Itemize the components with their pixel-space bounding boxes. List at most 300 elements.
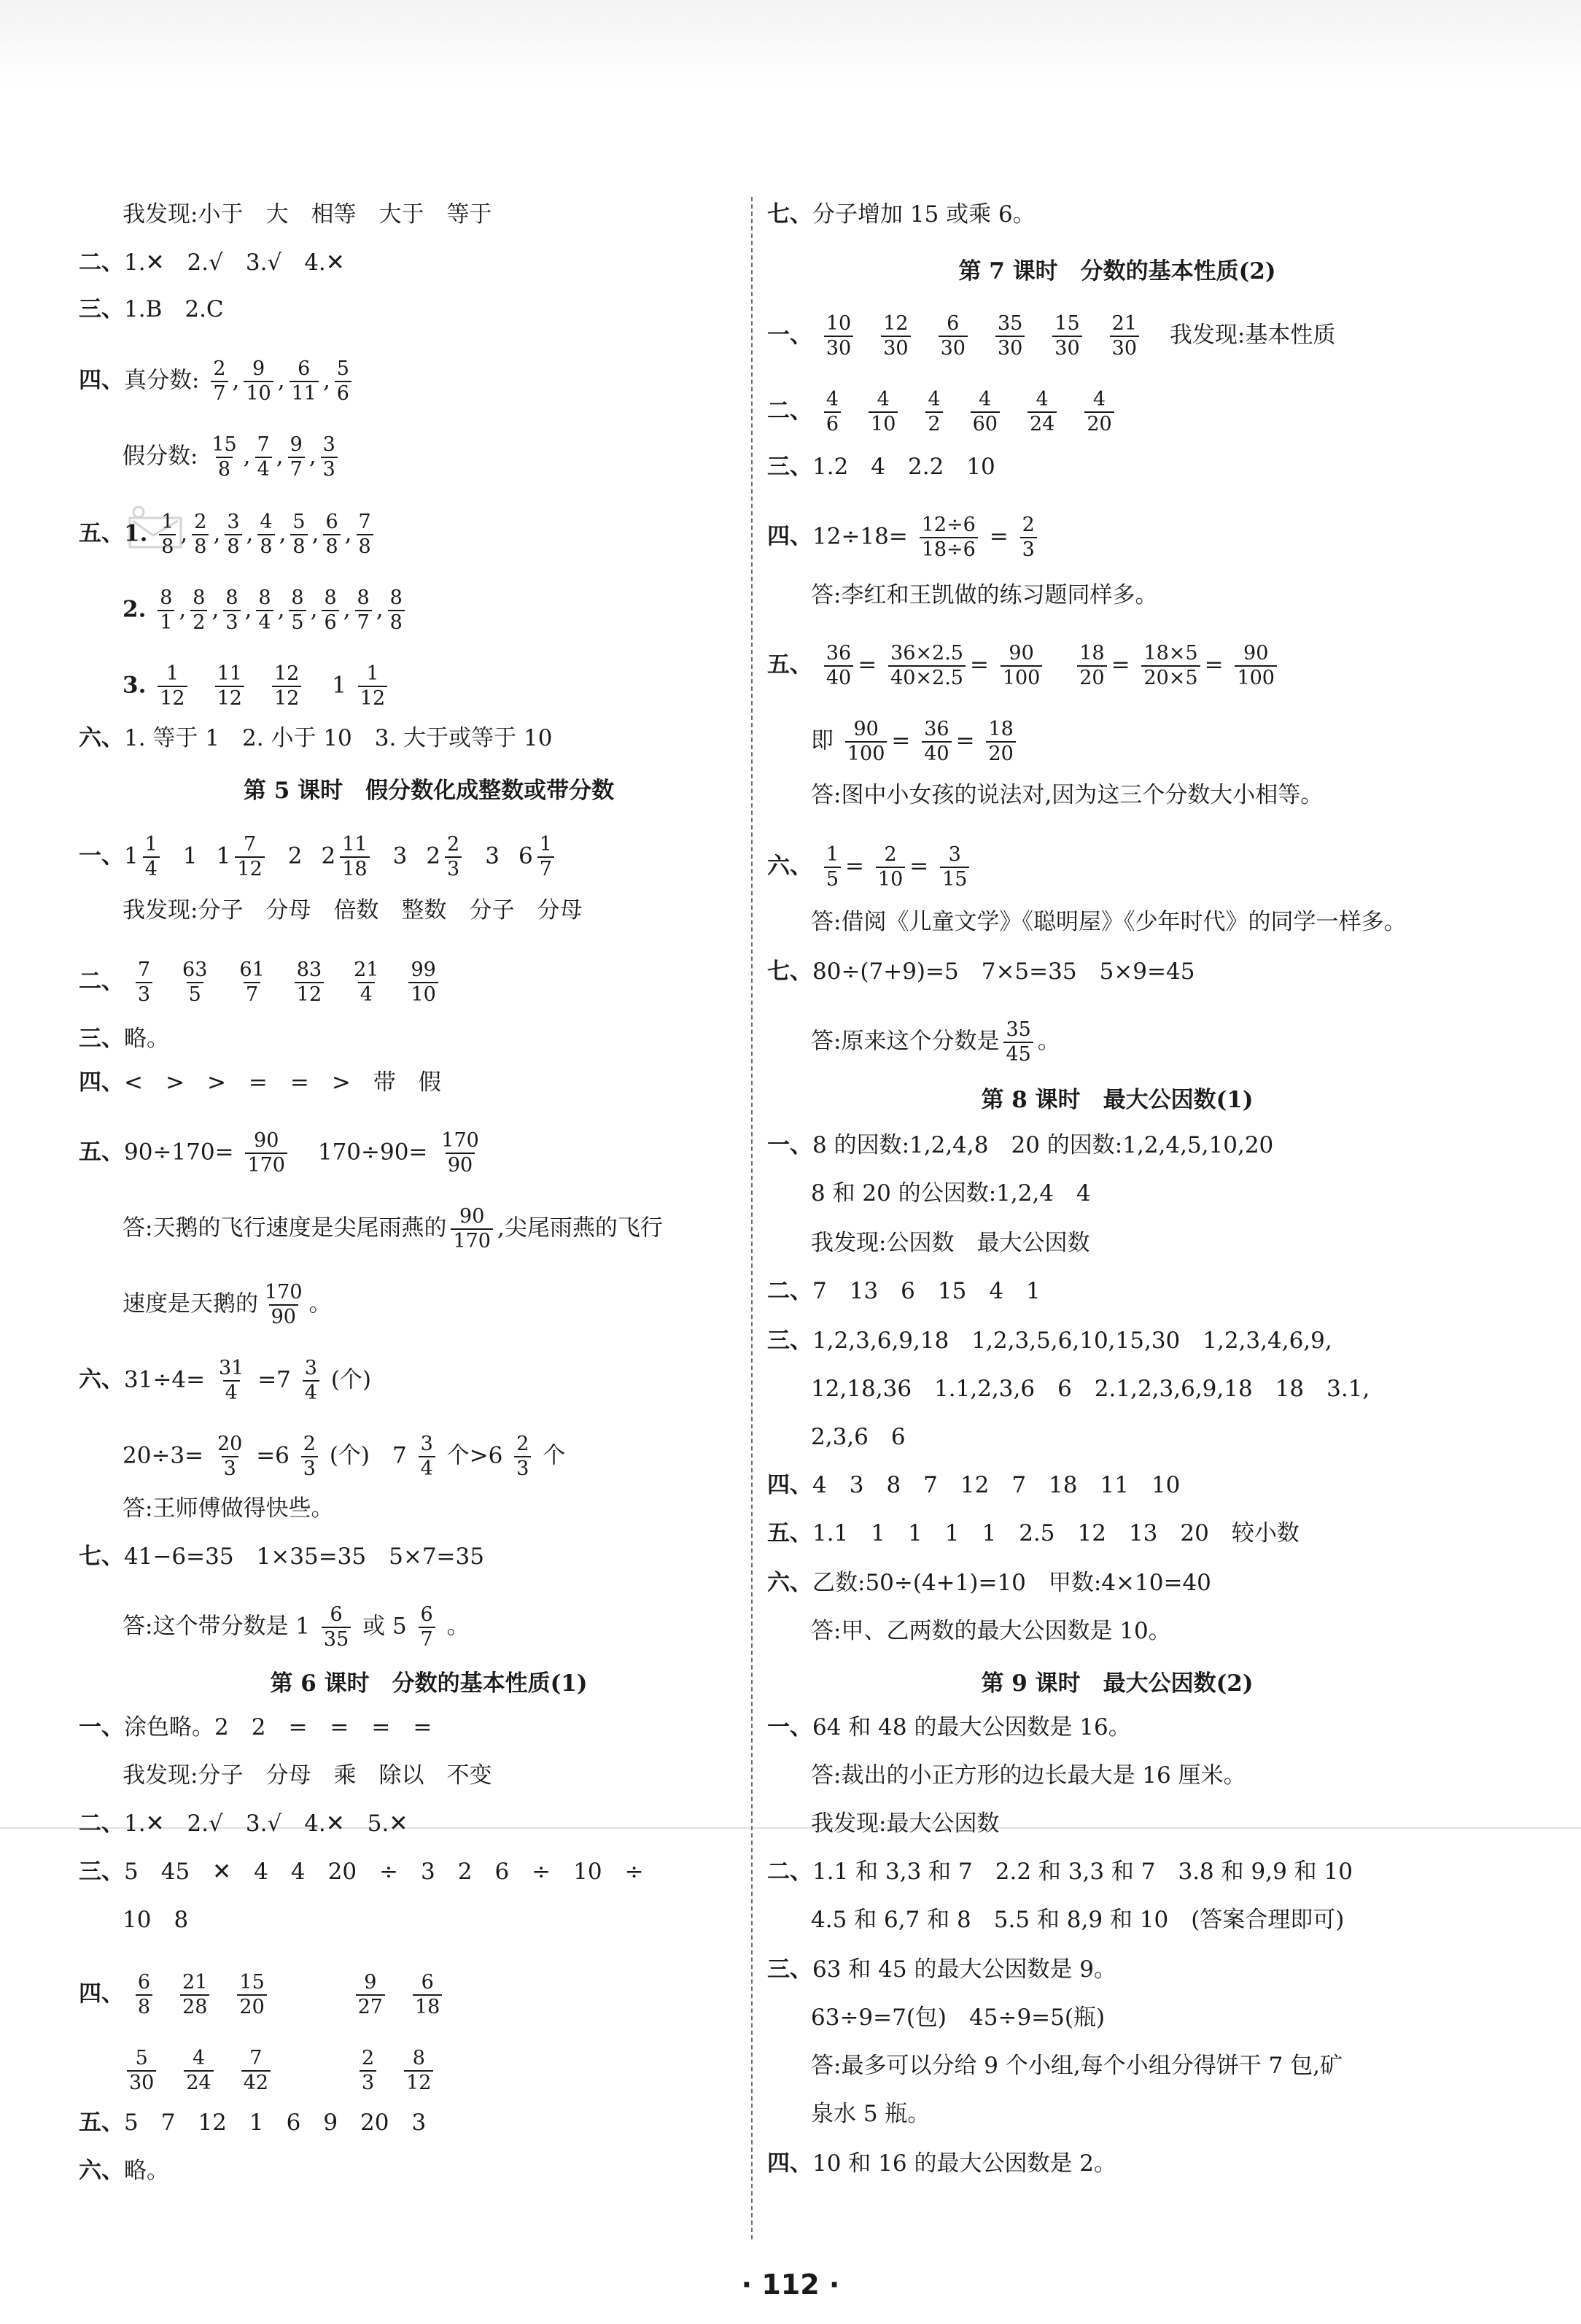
fraction (289, 586, 306, 635)
fraction-denominator: 45 (1003, 1042, 1033, 1066)
fraction (888, 642, 966, 690)
fraction-denominator: 30 (127, 2070, 156, 2095)
answer-line: 四、10 和 16 的最大公因数是 2。 (767, 2150, 1117, 2177)
fraction-numerator: 90 (254, 1129, 279, 1152)
fraction (1003, 1018, 1033, 1066)
answer-line: 2,3,6 6 (811, 1424, 906, 1450)
answer-line: 12,18,36 1.1,2,3,6 6 2.1,2,3,6,9,18 18 3.1, (811, 1376, 1370, 1402)
fraction-numerator: 83 (296, 958, 322, 981)
answer-line: 速度是天鹅的 $\frac{170}{90}$ 。 (123, 1281, 332, 1328)
fraction (445, 833, 462, 881)
fraction (925, 388, 942, 436)
fraction (180, 1971, 209, 2019)
answer-line: 8 和 20 的公因数:1,2,4 4 (811, 1180, 1091, 1206)
fraction-denominator: 4 (255, 457, 272, 481)
fraction-denominator: 3 (445, 856, 462, 881)
fraction-denominator: 3 (1020, 537, 1037, 562)
fraction (237, 1971, 266, 2019)
fraction-numerator: 4 (826, 388, 839, 411)
answer-line: 我发现:分子 分母 倍数 整数 分子 分母 (123, 897, 583, 923)
fraction-numerator: 1 (366, 662, 379, 685)
answer-line: 2. $\frac{8}{1}$ , $\frac{8}{2}$ , $\frac{8}{3}$ , $\frac{8}{4}$ , $\frac{8}{5}$ , $\frac{8}{6}$ , $\frac{8}{7}$ , $\frac{8}{8}$ (123, 586, 409, 616)
fraction-denominator: 3 (514, 1456, 531, 1481)
fraction-numerator: 6 (421, 1971, 434, 1994)
fraction-numerator: 6 (137, 1971, 151, 1994)
fraction-numerator: 8 (160, 586, 173, 609)
fraction-denominator: 7 (537, 856, 554, 881)
fraction (244, 357, 273, 406)
fraction-denominator: 170 (245, 1153, 287, 1177)
fraction (1141, 642, 1200, 690)
fraction (180, 958, 209, 1007)
fraction-numerator: 4 (928, 388, 941, 411)
answer-line: 答:图中小女孩的说法对,因为这三个分数大小相等。 (811, 782, 1324, 808)
fraction (922, 718, 951, 766)
fraction-numerator: 1 (826, 843, 839, 866)
fraction-denominator: 3 (321, 457, 338, 481)
fraction (215, 1433, 244, 1481)
fraction (824, 642, 853, 690)
fraction-denominator: 8 (192, 534, 209, 559)
fraction-numerator: 15 (1054, 312, 1080, 335)
answer-line: 我发现:最大公因数 (811, 1810, 1000, 1837)
fraction (1084, 388, 1114, 436)
answer-line: 我发现:公因数 最大公因数 (811, 1230, 1090, 1256)
fraction-numerator: 9 (252, 357, 265, 380)
fraction-denominator: 30 (995, 336, 1025, 360)
fraction (192, 511, 209, 559)
fraction-denominator: 3 (136, 982, 152, 1007)
fraction-denominator: 4 (419, 1456, 435, 1481)
mixed-number-whole: 3 (485, 843, 500, 869)
fraction (355, 586, 372, 635)
answer-line: 四、真分数: $\frac{2}{7}$ , $\frac{9}{10}$ , $\frac{6}{11}$ , $\frac{5}{6}$ (79, 357, 356, 387)
fraction-numerator: 35 (997, 312, 1023, 335)
fraction (876, 843, 905, 891)
fraction (360, 2047, 376, 2095)
fraction-numerator: 5 (336, 357, 349, 380)
fraction (322, 1603, 351, 1651)
fraction (358, 662, 387, 710)
fraction-numerator: 21 (1111, 312, 1138, 335)
fraction (245, 1129, 287, 1177)
answer-line: 二、1.✕ 2.√ 3.√ 4.✕ 5.✕ (79, 1810, 408, 1837)
answer-line: 二、7 13 6 15 4 1 (767, 1278, 1041, 1304)
fraction-numerator: 5 (135, 2047, 148, 2069)
section-title: 第 5 课时 假分数化成整数或带分数 (243, 778, 615, 804)
answer-line: 答:裁出的小正方形的边长最大是 16 厘米。 (811, 1762, 1246, 1789)
fraction-numerator: 1 (161, 511, 174, 533)
fraction-denominator: 10 (244, 381, 273, 406)
fraction (404, 2047, 433, 2095)
fraction-numerator: 2 (303, 1433, 316, 1455)
fraction-denominator: 1 (158, 610, 174, 635)
answer-line: 五、1.1 1 1 1 1 2.5 12 13 20 较小数 (767, 1520, 1300, 1546)
fraction (241, 2047, 271, 2095)
answer-line: 三、略。 (79, 1026, 169, 1052)
fraction-numerator: 99 (411, 958, 436, 981)
fraction (939, 312, 968, 360)
fraction-denominator: 2 (190, 610, 207, 635)
fraction-denominator: 4 (223, 1380, 240, 1405)
fraction-denominator: 28 (180, 1994, 209, 2019)
fraction (255, 433, 272, 481)
mixed-number-whole: 1 (182, 843, 198, 869)
fraction-numerator: 90 (459, 1205, 485, 1228)
answer-line: 六、31÷4= $\frac{31}{4}$ =7 $\frac{3}{4}$ (个) (79, 1357, 372, 1404)
fraction-denominator: 12 (272, 686, 301, 710)
fraction (869, 388, 898, 436)
fraction (225, 511, 241, 559)
fraction-denominator: 20 (1077, 665, 1106, 690)
fraction-denominator: 4 (358, 982, 375, 1007)
fraction (439, 1129, 481, 1177)
fraction-denominator: 4 (303, 1380, 319, 1405)
answer-line: 一、 $\frac{10}{30}$ $\frac{12}{30}$ $\frac{6}{30}$ $\frac{35}{30}$ $\frac{15}{30}$ $\frac{21}{30}$ 我发现:基本性质 (767, 312, 1336, 360)
fraction (340, 833, 369, 881)
fraction (419, 1433, 435, 1481)
fraction-denominator: 60 (971, 411, 1000, 436)
section-title: 第 6 课时 分数的基本性质(1) (270, 1670, 588, 1697)
answer-line (123, 2047, 438, 2094)
fraction-denominator: 8 (357, 534, 373, 559)
fraction (1110, 312, 1139, 360)
fraction-denominator: 5 (187, 982, 203, 1007)
fraction-numerator: 1 (539, 833, 552, 856)
fraction-numerator: 11 (342, 833, 368, 856)
fraction (351, 958, 381, 1007)
answer-line: 答:这个带分数是 1 $\frac{6}{35}$ 或 5 $\frac{6}{7}$ 。 (123, 1603, 470, 1651)
fraction-denominator: 100 (1235, 665, 1277, 690)
fraction-denominator: 8 (257, 534, 274, 559)
fraction-numerator: 4 (1036, 388, 1049, 411)
fraction (971, 388, 1000, 436)
fraction-denominator: 18 (340, 856, 369, 881)
fraction-denominator: 170 (451, 1228, 493, 1253)
fraction-numerator: 4 (1092, 388, 1106, 411)
page-number: · 112 · (741, 2269, 840, 2301)
answer-line: 10 8 (123, 1907, 189, 1933)
fraction (272, 662, 301, 710)
fraction (158, 586, 174, 635)
fraction (408, 958, 438, 1007)
fraction (323, 511, 340, 559)
fraction-numerator: 3 (948, 843, 961, 866)
fraction (215, 662, 244, 710)
mixed-number-whole: 2 (426, 843, 441, 869)
fraction-numerator: 63 (182, 958, 208, 981)
fraction (211, 357, 228, 406)
fraction-numerator: 7 (249, 2047, 263, 2069)
fraction-numerator: 7 (257, 433, 270, 456)
fraction-numerator: 15 (211, 433, 237, 456)
fraction-numerator: 90 (1243, 642, 1269, 665)
answer-line: 4.5 和 6,7 和 8 5.5 和 8,9 和 10 (答案合理即可) (811, 1907, 1345, 1933)
answer-line: 一、涂色略。2 2 = = = = (79, 1714, 432, 1740)
fraction (419, 1603, 435, 1651)
answer-line: 五、1. $\frac{1}{8}$ , $\frac{2}{8}$ , $\frac{3}{8}$ , $\frac{4}{8}$ , $\frac{5}{8}$ , $\frac{6}{8}$ , $\frac{7}{8}$ (79, 511, 378, 540)
fraction-denominator: 4 (256, 610, 273, 635)
answer-line: 一、64 和 48 的最大公因数是 16。 (767, 1714, 1131, 1740)
fraction-numerator: 6 (420, 1603, 433, 1626)
fraction (290, 511, 307, 559)
fraction-numerator: 18 (988, 718, 1014, 740)
answer-line: 答:天鹅的飞行速度是尖尾雨燕的 $\frac{90}{170}$ ,尖尾雨燕的飞行 (123, 1205, 663, 1252)
fraction-denominator: 6 (335, 381, 351, 406)
fraction-denominator: 27 (356, 1994, 385, 2019)
fraction (413, 1971, 442, 2019)
fraction-denominator: 35 (322, 1627, 351, 1651)
fraction (237, 958, 266, 1007)
fraction-denominator: 7 (288, 457, 305, 481)
fraction-denominator: 30 (824, 336, 853, 360)
fraction-denominator: 12 (404, 2070, 433, 2095)
fraction-denominator: 3 (223, 610, 240, 635)
fraction-numerator: 3 (227, 511, 240, 533)
answer-line: 泉水 5 瓶。 (811, 2101, 931, 2127)
fraction-numerator: 6 (325, 511, 338, 533)
fraction (1235, 642, 1277, 690)
fraction-denominator: 15 (940, 867, 969, 891)
fraction (1077, 642, 1106, 690)
answer-line: 六、略。 (79, 2158, 169, 2184)
fraction-denominator: 8 (216, 457, 233, 481)
answer-line: 20÷3= $\frac{20}{3}$ =6 $\frac{2}{3}$ (个) 7 $\frac{3}{4}$ 个>6 $\frac{2}{3}$ 个 (123, 1433, 566, 1480)
fraction-denominator: 40 (824, 665, 853, 690)
fraction-denominator: 8 (159, 534, 176, 559)
fraction (357, 511, 373, 559)
fraction-numerator: 7 (243, 833, 257, 856)
fraction (288, 433, 305, 481)
fraction (190, 586, 207, 635)
fraction (127, 2047, 156, 2095)
fraction-denominator: 12 (215, 686, 244, 710)
fraction-denominator: 3 (301, 1456, 318, 1481)
fraction-numerator: 4 (192, 2047, 206, 2069)
fraction (263, 1281, 305, 1329)
fraction-denominator: 20×5 (1141, 665, 1200, 690)
fraction (290, 357, 319, 406)
section-title: 第 9 课时 最大公因数(2) (981, 1670, 1254, 1697)
answer-line: 假分数: $\frac{15}{8}$ , $\frac{7}{4}$ , $\frac{9}{7}$ , $\frac{3}{3}$ (123, 433, 342, 462)
fraction-numerator: 4 (260, 511, 273, 533)
fraction-denominator: 20 (986, 741, 1015, 766)
fraction-denominator: 5 (824, 867, 841, 891)
fraction (235, 833, 264, 881)
fraction-denominator: 6 (322, 610, 338, 635)
right-column (767, 0, 1467, 2324)
answer-line: 二、1.✕ 2.√ 3.√ 4.✕ (79, 249, 345, 276)
fraction-numerator: 9 (364, 1971, 377, 1994)
fraction-numerator: 2 (213, 357, 226, 380)
answer-line: 三、1.B 2.C (79, 296, 224, 322)
fraction (335, 357, 351, 406)
fraction (824, 388, 841, 436)
fraction-denominator: 12 (235, 856, 264, 881)
fraction-numerator: 8 (412, 2047, 425, 2069)
fraction-denominator: 10 (869, 411, 898, 436)
answer-line: 答:王师傅做得快些。 (123, 1495, 334, 1522)
answer-line: 二、1.1 和 3,3 和 7 2.2 和 3,3 和 7 3.8 和 9,9 和 10 (767, 1859, 1353, 1885)
mixed-number-whole: 3 (392, 843, 408, 869)
answer-line: 四、< > > = = > 带 假 (79, 1069, 441, 1096)
mixed-number-whole: 2 (287, 843, 303, 869)
fraction (295, 958, 324, 1007)
fraction-denominator: 8 (136, 1994, 152, 2019)
fraction-numerator: 170 (441, 1129, 479, 1152)
fraction-numerator: 35 (1006, 1018, 1031, 1041)
fraction (136, 1971, 152, 2019)
fraction (356, 1971, 385, 2019)
fraction-denominator: 8 (388, 610, 405, 635)
fraction-numerator: 3 (322, 433, 335, 456)
fraction-numerator: 10 (826, 312, 852, 335)
fraction-denominator: 3 (222, 1456, 238, 1481)
fraction-numerator: 18×5 (1143, 642, 1198, 665)
fraction-numerator: 36 (924, 718, 949, 740)
fraction (136, 958, 152, 1007)
fraction-denominator: 100 (1001, 665, 1043, 690)
fraction-numerator: 21 (182, 1971, 208, 1994)
fraction (1052, 312, 1081, 360)
fraction-numerator: 7 (137, 958, 151, 981)
fraction-numerator: 90 (1009, 642, 1034, 665)
fraction (451, 1205, 493, 1253)
fraction-denominator: 18 (413, 1994, 442, 2019)
mixed-number-whole: 1 (124, 843, 139, 869)
fraction-denominator: 90 (269, 1304, 298, 1329)
answer-line: 五、90÷170= $\frac{90}{170}$ 170÷90= $\frac{170}{90}$ (79, 1129, 486, 1158)
answer-line: 四、 $\frac{6}{8}$ $\frac{21}{28}$ $\frac{15}{20}$ $\frac{9}{27}$ $\frac{6}{18}$ (79, 1971, 446, 2000)
fraction-numerator: 9 (290, 433, 303, 456)
answer-line: 答:原来这个分数是 $\frac{35}{45}$ 。 (811, 1018, 1060, 1066)
answer-line: 即 $\frac{90}{100}$ = $\frac{36}{40}$ = $\frac{18}{20}$ (811, 718, 1020, 747)
answer-line: 我发现:分子 分母 乘 除以 不变 (123, 1762, 492, 1789)
fraction-denominator: 10 (408, 982, 438, 1007)
fraction (303, 1357, 319, 1405)
fraction-denominator: 40×2.5 (888, 665, 966, 690)
answer-line: 二、 $\frac{7}{3}$ $\frac{63}{5}$ $\frac{61}{7}$ $\frac{83}{12}$ $\frac{21}{4}$ $\frac{99}{10}$ (79, 958, 443, 988)
fraction-denominator: 3 (360, 2070, 376, 2095)
section-title: 第 7 课时 分数的基本性质(2) (958, 258, 1276, 284)
answer-line: 五、 $\frac{36}{40}$ = $\frac{36\times 2.5}{40\times 2.5}$ = $\frac{90}{100}$ $\frac{18}{20}$ = $\frac{18\times 5}{20\times 5}$ = $\frac{90}{100}$ (767, 642, 1281, 671)
fraction-denominator: 42 (241, 2070, 271, 2095)
fraction-denominator: 7 (419, 1627, 435, 1651)
fraction-numerator: 8 (389, 586, 403, 609)
answer-line: 答:甲、乙两数的最大公因数是 10。 (811, 1618, 1171, 1644)
fraction-numerator: 21 (354, 958, 379, 981)
fraction-numerator: 12÷6 (921, 514, 976, 536)
fraction-numerator: 2 (884, 843, 897, 866)
fraction (920, 514, 978, 562)
answer-line: 一、8 的因数:1,2,4,8 20 的因数:1,2,4,5,10,20 (767, 1132, 1274, 1158)
fraction-denominator: 12 (358, 686, 387, 710)
fraction (824, 843, 841, 891)
fraction-numerator: 2 (516, 1433, 529, 1455)
fraction-denominator: 24 (1028, 411, 1057, 436)
fraction-numerator: 8 (258, 586, 271, 609)
fraction-numerator: 170 (265, 1281, 303, 1304)
fraction-denominator: 40 (922, 741, 951, 766)
answer-line: 六、1. 等于 1 2. 小于 10 3. 大于或等于 10 (79, 725, 553, 751)
answer-line: 六、乙数:50÷(4+1)=10 甲数:4×10=40 (767, 1570, 1211, 1596)
fraction-denominator: 30 (881, 336, 910, 360)
fraction-denominator: 20 (1084, 411, 1114, 436)
fraction-numerator: 90 (853, 718, 879, 740)
fraction-numerator: 20 (217, 1433, 243, 1455)
fraction-numerator: 12 (883, 312, 909, 335)
fraction-denominator: 20 (237, 1994, 266, 2019)
answer-line: 63÷9=7(包) 45÷9=5(瓶) (811, 2005, 1106, 2031)
answer-line: 七、分子增加 15 或乘 6。 (767, 201, 1036, 228)
answer-line: 三、1,2,3,6,9,18 1,2,3,5,6,10,15,30 1,2,3,4,6,9, (767, 1328, 1332, 1354)
answer-line: 答:李红和王凯做的练习题同样多。 (811, 582, 1158, 608)
fraction (209, 433, 238, 481)
fraction-numerator: 7 (358, 511, 371, 533)
answer-line: 七、41−6=35 1×35=35 5×7=35 (79, 1543, 484, 1570)
fraction-denominator: 10 (876, 867, 905, 891)
fraction (321, 433, 338, 481)
answer-line: 三、5 45 ✕ 4 4 20 ÷ 3 2 6 ÷ 10 ÷ (79, 1859, 644, 1885)
fraction-numerator: 1 (144, 833, 158, 856)
fraction-denominator: 30 (939, 336, 968, 360)
fraction (256, 586, 273, 635)
fraction (158, 662, 187, 710)
left-column (79, 0, 779, 2324)
fraction-denominator: 5 (289, 610, 306, 635)
answer-line: 三、1.2 4 2.2 10 (767, 454, 995, 480)
fraction-denominator: 30 (1110, 336, 1139, 360)
fraction-numerator: 3 (420, 1433, 433, 1455)
fraction-numerator: 6 (947, 312, 960, 335)
fraction-numerator: 31 (218, 1357, 244, 1379)
fraction-denominator: 12 (295, 982, 324, 1007)
fraction (184, 2047, 213, 2095)
fraction-numerator: 8 (324, 586, 337, 609)
fraction-denominator: 12 (158, 686, 187, 710)
fraction-numerator: 2 (1022, 514, 1035, 536)
answer-line: 3. $\frac{1}{12}$ $\frac{11}{12}$ $\frac{12}{12}$ 1 $\frac{1}{12}$ (123, 662, 392, 692)
fraction-numerator: 6 (298, 357, 311, 380)
fraction-denominator: 7 (355, 610, 372, 635)
fraction-numerator: 15 (239, 1971, 265, 1994)
fraction-numerator: 36×2.5 (890, 642, 963, 665)
answer-line: 二、 $\frac{4}{6}$ $\frac{4}{10}$ $\frac{4}{2}$ $\frac{4}{60}$ $\frac{4}{24}$ $\frac{4}{20}$ (767, 388, 1119, 417)
fraction-numerator: 8 (291, 586, 304, 609)
answer-line: 四、12÷18= $\frac{12\div 6}{18\div 6}$ = $\frac{2}{3}$ (767, 514, 1041, 543)
fraction-numerator: 5 (292, 511, 306, 533)
fraction (940, 843, 969, 891)
mixed-number-whole: 2 (321, 843, 336, 869)
fraction (537, 833, 554, 881)
fraction (143, 833, 160, 881)
answer-line: 我发现:小于 大 相等 大于 等于 (123, 201, 492, 228)
fraction (995, 312, 1025, 360)
fraction-numerator: 8 (357, 586, 370, 609)
section-title: 第 8 课时 最大公因数(1) (981, 1087, 1254, 1113)
answer-line: 答:最多可以分给 9 个小组,每个小组分得饼干 7 包,矿 (811, 2053, 1343, 2079)
fraction-numerator: 1 (166, 662, 179, 685)
fraction-denominator: 11 (290, 381, 319, 406)
fraction (986, 718, 1015, 766)
fraction (217, 1357, 246, 1405)
fraction-denominator: 6 (824, 411, 841, 436)
fraction-denominator: 30 (1052, 336, 1081, 360)
fraction-denominator: 24 (184, 2070, 213, 2095)
fraction-numerator: 2 (361, 2047, 375, 2069)
fraction-numerator: 2 (447, 833, 460, 856)
fraction-numerator: 6 (330, 1603, 343, 1626)
